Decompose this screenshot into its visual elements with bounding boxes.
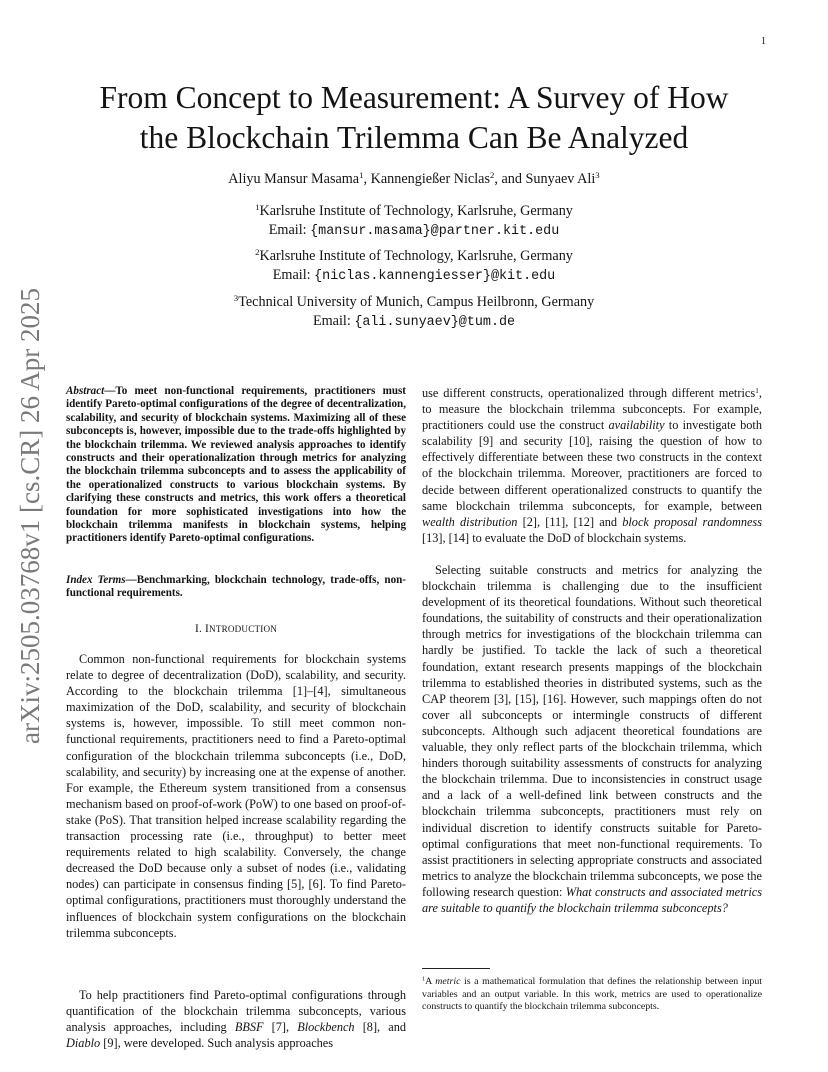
affiliation-3 — [40, 293, 788, 332]
right-paragraph-1: use different constructs, operationalized through different metrics$^1$, to measure the blockchain trilemma subconcepts. For example, practitioners could use the construct availability to investigate both scalability [9] and security [10], raising the question of how to effectively differentiate between these two constructs in the context of the blockchain trilemma. Moreover, practitioners are forced to decide between different operationalized constructs to quantify the same blockchain trilemma subconcepts, for example, between wealth distribution [2], [11], [12] and block proposal randomness [13], [14] to evaluate the DoD of blockchain systems. — [422, 385, 762, 545]
left-column — [66, 385, 406, 1051]
affiliation-email: Email: {mansur.masama}@partner.kit.edu — [268, 222, 560, 239]
abstract-label: Abstract — [66, 385, 105, 397]
abstract — [66, 385, 406, 562]
paper-title — [40, 78, 788, 158]
right-column — [422, 385, 762, 916]
footnote-mark: 1 — [422, 976, 426, 983]
affiliation-mark: 3 — [233, 293, 239, 304]
affiliation-2 — [40, 247, 788, 286]
footnote-rule — [422, 968, 490, 969]
author-name: Aliyu Mansur Masama — [228, 171, 360, 187]
research-question: What constructs and associated metrics are suitable to quantify the blockchain trilemma subconcepts? — [422, 884, 762, 915]
affiliation-mark: 2 — [255, 247, 260, 258]
footnote-marker: 1 — [755, 385, 759, 395]
affiliation-institution: $^1$Karlsruhe Institute of Technology, Karlsruhe, Germany — [255, 202, 573, 219]
author-mark: 3 — [595, 170, 600, 181]
section-heading: I. INTRODUCTION — [194, 623, 278, 635]
arxiv-stamp: arXiv:2505.03768v1 [cs.CR] 26 Apr 2025 — [15, 288, 45, 744]
abstract-text: —To meet non-functional requirements, practitioners must identify Pareto-optimal configurations of the degree of decentralization, scalability, and security of blockchain systems. Maximizing all of these subconcepts is, however, impossible due to the trade-offs highlighted by the blockchain trilemma. We reviewed analysis approaches to identify constructs and their operationalization through metrics for analyzing the blockchain trilemma subconcepts and to assess the applicability of the operationalized constructs to various blockchain systems. By clarifying these constructs and metrics, this work offers a theoretical foundation for more sophisticated investigations into how the blockchain trilemma manifests in blockchain systems, helping practitioners identify Pareto-optimal configurations. — [66, 385, 406, 545]
affiliation-institution: $^2$Karlsruhe Institute of Technology, Karlsruhe, Germany — [255, 247, 573, 264]
affiliation-email: Email: {ali.sunyaev}@tum.de — [312, 313, 516, 330]
affiliation-mark: 1 — [255, 202, 260, 213]
affiliation-institution: $^3$Technical University of Munich, Campus Heilbronn, Germany — [233, 293, 595, 310]
page-number: 1 — [761, 36, 766, 47]
title-line-1: From Concept to Measurement: A Survey of How — [99, 80, 729, 115]
right-paragraph-2: Selecting suitable constructs and metrics for analyzing the blockchain trilemma is challenging due to the insufficient development of its theoretical foundations. Without such theoretical foundations, the suitability of constructs and their operationalization through metrics for investigations of the blockchain trilemma can hardly be justified. To tackle the lack of such a theoretical foundation, extant research presents mappings of the blockchain trilemma to established theories in distributed systems, such as the CAP theorem [3], [15], [16]. However, such mappings often do not cover all subconcepts or intermingle constructs of different subconcepts. Although such adjacent theoretical foundations are valuable, they only reflect parts of the blockchain trilemma, which hinders thorough suitability assessments of constructs for analyzing the blockchain trilemma. Due to inconsistencies in construct usage and a lack of a well-defined link between constructs and the blockchain trilemma subconcepts, practitioners must rely on individual discretion to identify constructs suitable for Pareto-optimal configurations that meet non-functional requirements. To assist practitioners in selecting appropriate constructs and associated metrics to analyze the blockchain trilemma subconcepts, we pose the following research question: What constructs and associated metrics are suitable to quantify the blockchain trilemma subconcepts? — [422, 563, 762, 915]
intro-paragraph-1: Common non-functional requirements for blockchain systems relate to degree of decentralization (DoD), scalability, and security. According to the blockchain trilemma [1]–[4], simultaneous maximization of the DoD, scalability, and security of blockchain systems is, however, impossible. To still meet common non-functional requirements, practitioners need to find a Pareto-optimal configuration of the blockchain trilemma subconcepts (i.e., DoD, scalability, and security) by increasing one at the expense of another. For example, the Ethereum system transitioned from a consensus mechanism based on proof-of-work (PoW) to one based on proof-of-stake (PoS). That transition helped increase scalability regarding the transaction processing rate (i.e., throughput) to better meet requirements related to high scalability. Conversely, the change decreased the DoD because only a subset of nodes (i.e., validating nodes) can participate in consensus finding [5], [6]. To find Pareto-optimal configurations, practitioners must thoroughly understand the influences of blockchain system configurations on the blockchain trilemma subconcepts. — [66, 652, 406, 940]
footnote: $^1$A metric is a mathematical formulation that defines the relationship between input variables and an output variable. In this work, metrics are used to operationalize constructs to quantify the blockchain trilemma subconcepts. — [422, 976, 762, 1013]
author-separator: , — [363, 171, 371, 187]
index-terms-text: —Benchmarking, blockchain technology, trade-offs, non-functional requirements. — [66, 574, 406, 600]
author-name: Sunyaev Ali — [525, 171, 596, 187]
author-list — [40, 171, 788, 188]
author-mark: 1 — [359, 170, 364, 181]
intro-paragraph-2: To help practitioners find Pareto-optimal configurations through quantification of the blockchain trilemma subconcepts, various analysis approaches, including BBSF [7], Blockbench [8], and Diablo [9], were developed. Such analysis approaches — [66, 988, 407, 1051]
affiliation-1 — [40, 202, 788, 241]
author-name: Kannengießer Niclas — [370, 171, 490, 187]
index-terms-label: Index Terms — [66, 574, 126, 586]
title-line-2: the Blockchain Trilemma Can Be Analyzed — [139, 120, 689, 155]
author-separator: , and — [494, 171, 526, 187]
affiliation-email: Email: {niclas.kannengiesser}@kit.edu — [272, 267, 556, 284]
author-mark: 2 — [489, 170, 495, 181]
index-terms — [66, 574, 406, 600]
